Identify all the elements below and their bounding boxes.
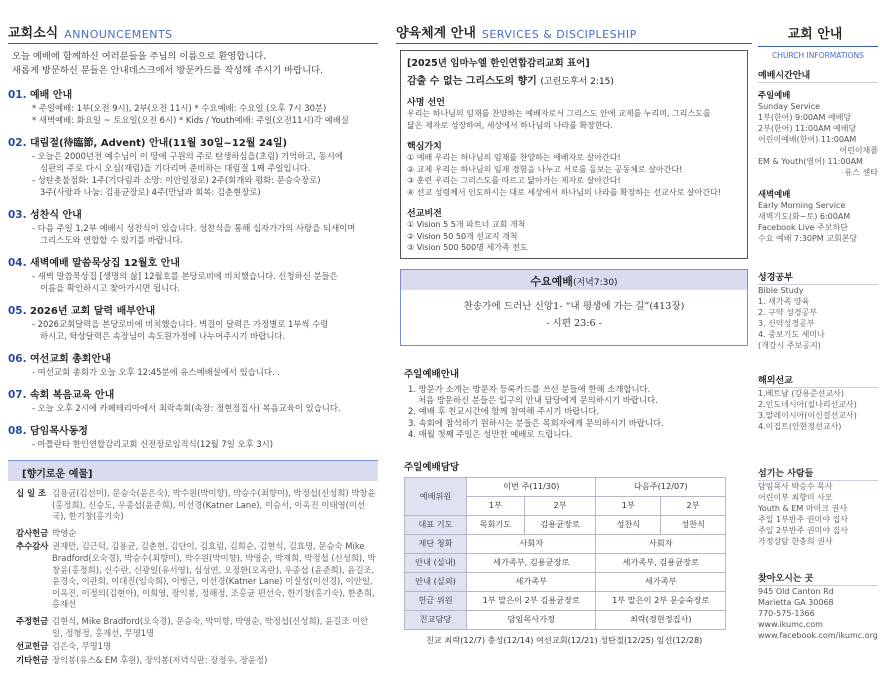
this-week-header: 이번 주(11/30) (467, 477, 596, 496)
announcement-heading (8, 347, 378, 366)
part1-header: 1부 (596, 496, 661, 515)
address-line: www.facebook.com/ikumc.org (758, 631, 878, 640)
sunday-service-item: 유스 센타 (844, 168, 878, 177)
offerings-section (8, 460, 378, 667)
duty-title: 주일예배담당 (404, 461, 460, 473)
announcement-section (8, 419, 378, 450)
announcement-section (8, 251, 378, 294)
sunday-service-heading: 주일예배 (758, 90, 791, 100)
duty-cell: 세가족부, 김용균장로 (596, 553, 726, 572)
announcements-header (8, 20, 378, 44)
duty-row (405, 534, 726, 553)
announcement-number: 06. (8, 353, 27, 365)
offering-row (8, 527, 378, 541)
offering-category: 선교헌금 (16, 641, 49, 652)
announcement-line: - 2026교회달력을 본당로비에 비치했습니다. 벽걸이 달력은 가정별로 1부씩 수령 (32, 319, 329, 329)
mission-statement-line: 닮은 제자로 성장하여, 세상에서 하나님의 나라를 확장한다. (407, 120, 613, 130)
announcements-title-ko: 교회소식 (8, 26, 59, 41)
dawn-service-item: Facebook Live 주보하단 (758, 223, 848, 232)
mission-item: 3.말레이시아(이신걸선교사) (758, 411, 857, 420)
services-header (396, 20, 752, 44)
fellowship-schedule: 친교 최락(12/7) 충성(12/14) 여선교회(12/21) 성탄절(12/25) 임선(12/28) (426, 634, 703, 645)
guide-line: 4. 매월 첫째 주일은 성만찬 예배로 드립니다. (408, 429, 573, 440)
sunday-guide-title: 주일예배안내 (404, 368, 460, 380)
announcement-title: 여선교회 총회안내 (30, 354, 111, 365)
duty-cell: 1부 말은이 2부 김용균장로 (467, 591, 596, 610)
duty-row (405, 515, 726, 534)
offering-names: 김현식, Mike Bradford(오숙경), 문승숙, 박미향, 박영순, 박정섭(신성희), 윤길조 이안일, 정형정, 홍재선, 무명1명 (52, 615, 369, 638)
offering-category: 기타헌금 (16, 654, 49, 665)
bible-study-item: 2. 구약 성경공부 (758, 308, 818, 317)
announcement-title: 새벽예배 말씀묵상집 12월호 안내 (30, 258, 180, 269)
staff-item: 어린이부 최향미 사모 (758, 493, 833, 502)
announcement-line: - 여선교회 총회가 오늘 오후 12:45분에 유스예배실에서 있습니다. . (32, 367, 280, 377)
wednesday-service-box (400, 269, 748, 346)
part2-header: 2부 (524, 496, 596, 515)
announcement-section (8, 83, 378, 126)
duty-cell: 성찬식 (661, 515, 726, 534)
wednesday-service-title (401, 270, 747, 290)
sunday-service-item: 1부(한어) 9:00AM 예배당 (758, 113, 852, 122)
bible-study-item: 3. 신약성경공부 (758, 319, 815, 328)
core-value: ① 예배 우리는 하나님의 임재를 찬양하는 예배자로 살아간다! (407, 153, 621, 162)
bible-study-en: Bible Study (758, 286, 804, 295)
announcement-section (8, 131, 378, 198)
announcement-section (8, 347, 378, 378)
offering-names: 권재만, 김근덕, 김용균, 김춘현, 김단이, 김효림, 김희순, 김현식, 김효명, 문승숙 Mike Bradford(오숙경), 박승수(최향미), 박수원(박미향), 박영순, 박재희, 박정섭 (신성희), 박창윤(홍정희), 신수란, 신광일(유서영), 심성연, 오정환(오옥란), 우종섭 (윤준희), 윤길조, 윤경숙, 이관희, 이대진(임숙희), 이병근, 이선경(Katner Lane) 이설성(이선경), 이안일, 이옥진, 이정의(김현아), 이희영, 장익봉, 정해정, 조홍균 편선숙, 한기창(홍기숙), 한춘희, 홍재선 (52, 541, 376, 610)
offering-row (8, 487, 378, 524)
schedule-heading: 예배시간안내 (758, 68, 878, 83)
core-value: ③ 훈련 우리는 그리스도를 따르고 닮아가는 제자로 살아간다! (407, 176, 621, 185)
services-title-ko: 양육체계 안내 (396, 26, 476, 41)
staff-item: 주일 1부반주 권미야 집사 (758, 515, 848, 524)
announcement-line: * 새벽예배: 화요일 ~ 토요일(오전 6시) * Kids / Youth예배: 주일(오전11시)각 예배실 (32, 115, 349, 125)
duty-row (405, 610, 726, 629)
church-info-divider (758, 46, 878, 60)
guide-line: 처음 방문하신 분들은 입구의 안내 담당에게 문의하시기 바랍니다. (418, 394, 658, 405)
announcement-section (8, 299, 378, 342)
mission-item: 4.이집트(안현정선교사) (758, 422, 842, 431)
announcement-number: 03. (8, 209, 27, 221)
bible-study-heading: 성경공부 (758, 270, 878, 285)
duty-cell: 사회자 (596, 534, 726, 553)
guide-line: 3. 속회에 참석하기 원하시는 분들은 목회자에게 문의하시기 바랍니다. (408, 417, 664, 428)
vision-item: ② Vision 50 50개 선교지 개척 (407, 231, 518, 241)
dawn-service-heading: 새벽예배 (758, 189, 791, 199)
announcement-heading (8, 203, 378, 222)
church-info-title-ko: 교회 안내 (787, 27, 843, 42)
slogan-text: 감출 수 없는 그리스도의 향기 (407, 76, 537, 87)
duty-label: 안내 (실내) (405, 553, 467, 572)
guide-line: 1. 방문가 소개는 방문자 등록카드를 쓰신 분들에 한해 소개합니다. (408, 383, 651, 394)
duty-cell: 세가족부, 김용균장로 (467, 553, 596, 572)
duty-cell: 세가족부 (467, 572, 596, 591)
bible-study-item: 1. 새가족 양육 (758, 297, 810, 306)
announcement-title: 성찬식 안내 (30, 210, 82, 221)
core-value: ④ 선교 성령께서 인도하시는 대로 세상에서 하나님의 나라를 확장하는 선교사로 살아간다! (407, 187, 722, 197)
announcement-line: - 다음 주일 1,2부 예배시 성찬식이 있습니다. 성찬식을 통해 십자가가의 사랑을 되새이며 (32, 223, 356, 233)
part1-header: 1부 (467, 496, 525, 515)
offering-row (8, 640, 378, 654)
staff-heading: 섬기는 사람들 (758, 466, 878, 481)
sermon-scripture: - 시편 23:6 - (546, 317, 602, 329)
duty-table (404, 477, 726, 630)
welcome-text (8, 50, 378, 78)
church-info-header (758, 20, 878, 44)
announcements-column (0, 0, 388, 680)
core-value: ② 교제 우리는 하나님의 임재 경험을 나누고 서로를 돌보는 공동체로 살아간다! (407, 164, 683, 174)
announcement-line: * 주일예배: 1부(오전 9시), 2부(오전 11시) * 수요예배: 수요일 (오후 7시 30분) (32, 103, 327, 113)
staff-item: 주일 2부반주 권미야 집사 (758, 526, 848, 535)
offering-category: 추수감사 (16, 541, 49, 552)
staff-item: 가정상담 한충희 권사 (758, 537, 833, 546)
announcement-number: 04. (8, 257, 27, 269)
duty-label: 대표 기도 (405, 515, 467, 534)
duty-row (405, 591, 726, 610)
duty-label: 친교담당 (405, 610, 467, 629)
announcement-line: - 새벽 말씀묵상집 [생명의 삶] 12월호를 본당로비에 비치했습니다. 신청하신 분들은 (32, 271, 338, 281)
offering-names: 김용균(김선미), 문승숙(윤은숙), 박수원(박미향), 박승수(최향미), 박정섭(신성희) 박창윤(홍정희), 신승도, 우종섭(윤준희), 이선경(Katner Lane), 이승서, 이옥진 이태영(이선국), 한기창(홍기숙) (52, 488, 376, 522)
vision-item: ① Vision 5 5개 파트너 교회 개척 (407, 220, 526, 229)
announcement-title: 예배 안내 (30, 90, 73, 101)
announcement-line: 이름을 확인하시고 찾아가시면 됩니다. (40, 283, 181, 293)
wednesday-time: (저녁7:30) (572, 277, 618, 288)
duty-cell: 1부 말은이 2부 문승숙장로 (596, 591, 726, 610)
offering-category: 주정헌금 (16, 615, 49, 626)
announcement-heading (8, 83, 378, 102)
staff-item: 담임목사 박승수 목사 (758, 482, 833, 491)
announcement-line: - 성탄촛불점화: 1주(기다림과 소망: 이안일장로) 2주(회개와 평화: 문승숙장로) (32, 175, 321, 185)
address-line: Marietta GA 30068 (758, 598, 834, 607)
sunday-service-item: 어린이예배(한어) 11:00AM (758, 135, 857, 144)
announcement-title: 대림절(待臨節, Advent) 안내(11월 30일~12월 24일) (30, 138, 288, 149)
duty-header-row (405, 477, 726, 496)
offering-row (8, 540, 378, 612)
announcement-heading (8, 299, 378, 318)
wednesday-title-text: 수요예배 (530, 274, 573, 288)
announcement-number: 08. (8, 425, 27, 437)
church-motto-box (400, 50, 748, 259)
mission-statement-line: 우리는 하나님의 임재를 찬양하는 예배자로서 그리스도 안에 교제를 누리며, 그리스도를 (407, 109, 711, 118)
sunday-service-item: 어린이채플 (839, 146, 878, 155)
duty-cell: 사회자 (467, 534, 596, 553)
offering-category: 십 일 조 (16, 488, 47, 498)
offering-names: 김은숙, 무명1명 (52, 641, 112, 652)
sunday-service-item: EM & Youth(영어) 11:00AM (758, 157, 863, 166)
announcement-line: - 아틀란타 한인연합감리교회 신전장로임직식(12월 7일 오후 3시) (32, 439, 274, 449)
sermon-title: 찬송가에 드러난 신앙1- “내 평생에 가는 길”(413장) (463, 300, 685, 312)
announcement-section (8, 383, 378, 414)
missions-heading: 해외선교 (758, 373, 878, 388)
part2-header: 2부 (661, 496, 726, 515)
announcement-heading (8, 251, 378, 270)
welcome-line: 새롭게 방문하신 분들은 안내데스크에서 방문카드를 작성해 주시기 바랍니다. (12, 65, 324, 76)
services-column (392, 0, 752, 680)
guide-line: 2. 예배 후 친교시간에 함께 참여해 주시기 바랍니다. (408, 406, 600, 417)
sunday-service-item: 2부(한어) 11:00AM 예배당 (758, 124, 857, 133)
vision-heading: 선교비전 (407, 209, 442, 219)
offerings-title: [향기로운 예물] (8, 461, 378, 481)
duty-label: 안내 (실외) (405, 572, 467, 591)
announcement-section (8, 203, 378, 246)
announcement-list (8, 83, 378, 450)
announcement-heading (8, 131, 378, 150)
announcement-number: 05. (8, 305, 27, 317)
core-values-heading: 핵심가치 (407, 142, 442, 152)
church-info-column (754, 0, 880, 680)
mission-item: 1.베트남 (강용준선교사) (758, 389, 844, 398)
offering-row (8, 654, 378, 668)
offering-names: 박영순 (52, 527, 77, 538)
duty-label: 헌금 위원 (405, 591, 467, 610)
church-info-title-en: CHURCH INFORMATIONS (772, 51, 864, 60)
offering-names: 장익봉(유스& EM 후원), 장익봉(저녁식판: 장정우, 장윤정) (52, 654, 268, 665)
duty-label: 제단 청화 (405, 534, 467, 553)
bible-study-item: (개강시 주보공지) (758, 341, 821, 350)
announcement-heading (8, 419, 378, 438)
announcement-line: 심판의 주로 다시 오심(재림)을 기다리며 준비하는 대림절 1째 주일입니다. (40, 163, 311, 173)
announcement-title: 속회 복음교육 안내 (30, 390, 115, 401)
address-line: 770-575-1366 (758, 609, 815, 618)
offering-category: 감사헌금 (16, 527, 49, 538)
announcement-number: 02. (8, 137, 27, 149)
address-line: www.ikumc.com (758, 620, 823, 629)
announcement-line: - 오늘 오후 2시에 카페테리아에서 최락속회(속장: 정현정집사) 복음교육이 있습니다. (32, 403, 341, 413)
motto-slogan (407, 72, 741, 87)
announcement-number: 01. (8, 89, 27, 101)
dawn-service-item: 수요 예배 7:30PM 교회본당 (758, 234, 858, 243)
welcome-line: 오늘 예배에 함께하신 여러분들을 주님의 이름으로 환영합니다. (12, 51, 267, 62)
wednesday-sermon (401, 290, 747, 332)
slogan-reference: (고린도후서 2:15) (540, 77, 614, 87)
next-week-header: 다음주(12/07) (596, 477, 726, 496)
announcement-line: - 오늘은 2000년전 예수님이 이 땅에 구원의 주로 탄생하심을(초림) 기억하고, 동시에 (32, 151, 343, 161)
bible-study-item: 4. 중보기도 세미나 (758, 330, 825, 339)
dawn-service-item: 새벽기도(화~토) 6:00AM (758, 212, 851, 221)
staff-item: Youth & EM 마이크 권사 (758, 504, 848, 513)
duty-cell: 최락(정현정집사) (596, 610, 726, 629)
announcement-heading (8, 383, 378, 402)
duty-cell: 성찬식 (596, 515, 661, 534)
sunday-service-en: Sunday Service (758, 102, 821, 111)
mission-item: 2.인도네시아(설나리선교사) (758, 400, 857, 409)
announcements-title-en: ANNOUNCEMENTS (64, 28, 173, 41)
offering-row (8, 615, 378, 640)
role-label: 예배위원 (405, 477, 467, 515)
duty-cell: 담임목사가정 (467, 610, 596, 629)
announcement-title: 담임목사동정 (30, 426, 88, 437)
announcement-title: 2026년 교회 달력 배부안내 (30, 306, 156, 317)
announcement-line: 3주(사랑과 나눔: 김용균장로) 4주(만남과 회복: 김춘현장로) (40, 187, 261, 197)
announcement-number: 07. (8, 389, 27, 401)
duty-cell: 김용균장로 (524, 515, 596, 534)
dawn-service-en: Early Morning Service (758, 201, 846, 210)
announcement-line: 하시고, 탁상달력은 속장님이 속도원가정에 나누어주시기 바랍니다. (40, 331, 286, 341)
duty-cell: 세가족부 (596, 572, 726, 591)
vision-item: ③ Vision 500 500명 세가족 전도 (407, 243, 528, 252)
address-line: 945 Old Canton Rd (758, 587, 834, 596)
location-heading: 찾아오시는 곳 (758, 571, 878, 586)
motto-title: [2025년 임마누엘 한인연합감리교회 표어] (407, 58, 590, 69)
services-title-en: SERVICES & DISCIPLESHIP (481, 28, 637, 41)
duty-row (405, 553, 726, 572)
mission-statement-heading: 사명 선언 (407, 98, 445, 108)
duty-row (405, 572, 726, 591)
announcement-line: 그리스도와 연합할 수 있기를 바랍니다. (40, 235, 183, 245)
duty-cell: 목회기도 (467, 515, 525, 534)
